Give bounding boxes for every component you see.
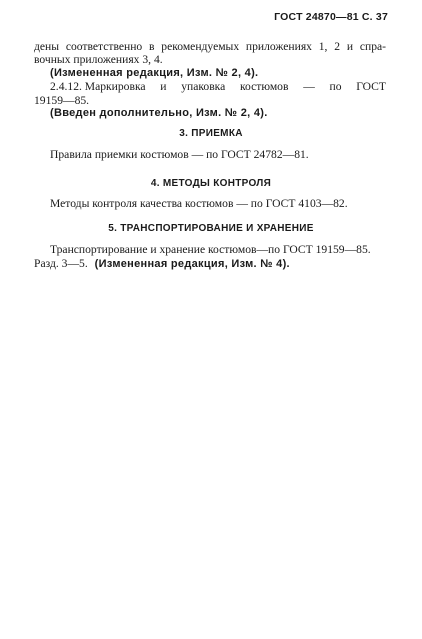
page-header: ГОСТ 24870—81 С. 37 xyxy=(274,11,388,23)
section-text-control-methods: Методы контроля качества костюмов — по ГОСТ 4103—82. xyxy=(50,197,348,210)
amendment-note: (Введен дополнительно, Изм. № 2, 4). xyxy=(50,107,268,120)
section-title-control-methods: 4. МЕТОДЫ КОНТРОЛЯ xyxy=(150,178,272,189)
clause-2-4-12: 2.4.12. Маркировка и упаковка костюмов — по ГОСТ xyxy=(50,80,386,94)
section-text-acceptance: Правила приемки костюмов — по ГОСТ 24782—81. xyxy=(50,148,309,161)
section-title-acceptance: 3. ПРИЕМКА xyxy=(179,128,243,139)
amendment-note: (Измененная редакция, Изм. № 2, 4). xyxy=(50,66,259,79)
text-line: 19159—85. xyxy=(34,93,90,107)
continuation-block xyxy=(34,40,386,120)
section-title-transport-storage: 5. ТРАНСПОРТИРОВАНИЕ И ХРАНЕНИЕ xyxy=(108,223,314,234)
section-note-transport-storage: Разд. 3—5. (Измененная редакция, Изм. № 4). xyxy=(34,257,290,270)
text-line: вочных приложениях 3, 4. xyxy=(34,53,163,67)
text-line: дены соответственно в рекомендуемых приложениях 1, 2 и спра- xyxy=(34,40,386,53)
section-text-transport-storage: Транспортирование и хранение костюмов—по ГОСТ 19159—85. xyxy=(50,243,371,256)
